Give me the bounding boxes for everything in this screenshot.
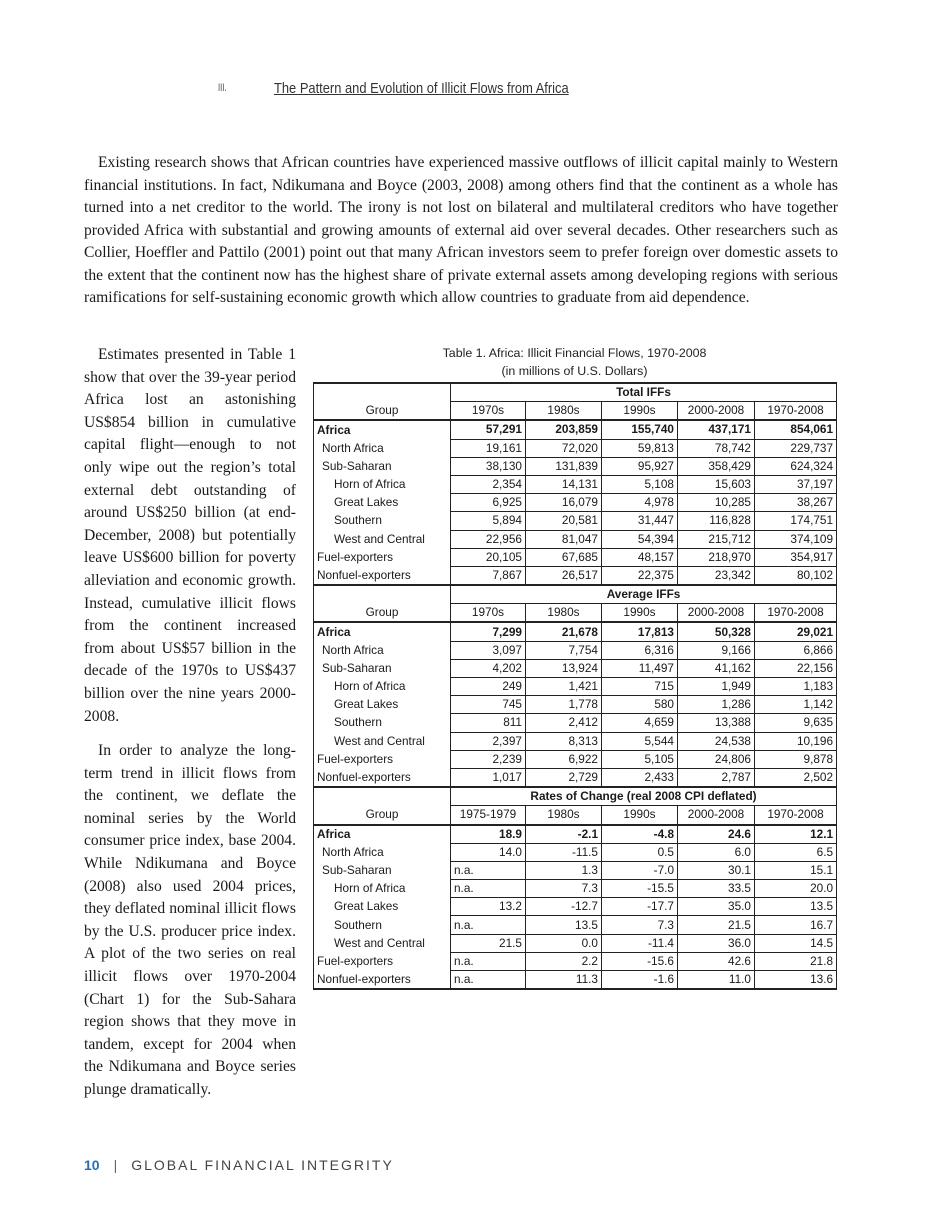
- value-cell: 81,047: [526, 530, 602, 548]
- value-cell: 6,922: [526, 750, 602, 768]
- body-paragraph: In order to analyze the long-term trend in illicit flows from the continent, we deflate the nominal series by the World consumer price index, base 2004. While Ndikumana and Boyce (2008) also used 2004 prices, they deflated nominal illicit flows by the U.S. producer price index. A plot of the two series on real illicit flows over 1970-2004 (Chart 1) for the Sub-Sahara region shows that they move in tandem, except for 2004 when the Ndikumana and Boyce series plunge dramatically.: [84, 742, 296, 1098]
- table-row: [314, 714, 837, 732]
- row-label: Horn of Africa: [314, 678, 451, 696]
- value-cell: 354,917: [755, 548, 837, 566]
- table-row: [314, 768, 837, 787]
- value-cell: 2,412: [526, 714, 602, 732]
- row-label: Great Lakes: [314, 696, 451, 714]
- group-header: Group: [314, 604, 451, 623]
- value-cell: 38,130: [451, 457, 526, 475]
- table-row: [314, 622, 837, 641]
- value-cell: 1,421: [526, 678, 602, 696]
- value-cell: -7.0: [602, 861, 678, 879]
- value-cell: 14,131: [526, 475, 602, 493]
- value-cell: 15,603: [678, 475, 755, 493]
- value-cell: 12.1: [755, 825, 837, 844]
- value-cell: 95,927: [602, 457, 678, 475]
- value-cell: 21,678: [526, 622, 602, 641]
- column-header: 1980s: [526, 402, 602, 421]
- value-cell: 22,156: [755, 659, 837, 677]
- table-row: [314, 475, 837, 493]
- value-cell: 1.3: [526, 861, 602, 879]
- column-header: 1970-2008: [755, 806, 837, 825]
- column-header: 1970s: [451, 402, 526, 421]
- illicit-flows-table: [313, 382, 837, 990]
- value-cell: 9,166: [678, 641, 755, 659]
- table-row: [314, 678, 837, 696]
- row-label: Great Lakes: [314, 494, 451, 512]
- value-cell: 50,328: [678, 622, 755, 641]
- value-cell: 30.1: [678, 861, 755, 879]
- row-label: Nonfuel-exporters: [314, 971, 451, 990]
- row-label: Sub-Saharan: [314, 659, 451, 677]
- intro-paragraph: Existing research shows that African countries have experienced massive outflows of illicit capital mainly to Western financial institutions. In fact, Ndikumana and Boyce (2003, 2008) among others find that the continent as a whole has turned into a net creditor to the world. The irony is not lost on bilateral and multilateral creditors who have together provided Africa with substantial and growing amounts of external aid over several decades. Other researchers such as Collier, Hoeffler and Pattilo (2001) point out that many African investors seem to prefer foreign over domestic assets to the extent that the continent now has the highest share of private external assets among developing regions with serious ramifications for self-sustaining economic growth which allow countries to graduate from aid dependence.: [84, 154, 838, 306]
- table-row: [314, 439, 837, 457]
- column-header: 1975-1979: [451, 806, 526, 825]
- value-cell: 0.5: [602, 843, 678, 861]
- value-cell: 437,171: [678, 420, 755, 439]
- value-cell: 854,061: [755, 420, 837, 439]
- value-cell: 24,806: [678, 750, 755, 768]
- table-row: [314, 530, 837, 548]
- row-label: West and Central: [314, 934, 451, 952]
- value-cell: -2.1: [526, 825, 602, 844]
- column-header: 1990s: [602, 402, 678, 421]
- row-label: Horn of Africa: [314, 475, 451, 493]
- value-cell: 745: [451, 696, 526, 714]
- value-cell: 6.5: [755, 843, 837, 861]
- value-cell: 1,286: [678, 696, 755, 714]
- value-cell: 9,635: [755, 714, 837, 732]
- value-cell: 374,109: [755, 530, 837, 548]
- value-cell: 0.0: [526, 934, 602, 952]
- value-cell: 7,754: [526, 641, 602, 659]
- value-cell: 13.5: [755, 898, 837, 916]
- page-footer: [84, 1157, 394, 1173]
- value-cell: -12.7: [526, 898, 602, 916]
- value-cell: n.a.: [451, 952, 526, 970]
- value-cell: 20,105: [451, 548, 526, 566]
- table-row: [314, 861, 837, 879]
- table-row: [314, 898, 837, 916]
- value-cell: -15.6: [602, 952, 678, 970]
- table-row: [314, 732, 837, 750]
- section-title-row: [314, 585, 837, 604]
- group-cell-blank: [314, 787, 451, 806]
- value-cell: 41,162: [678, 659, 755, 677]
- value-cell: 42.6: [678, 952, 755, 970]
- row-label: Africa: [314, 420, 451, 439]
- column-header: 1980s: [526, 604, 602, 623]
- value-cell: 23,342: [678, 566, 755, 585]
- value-cell: 116,828: [678, 512, 755, 530]
- value-cell: n.a.: [451, 916, 526, 934]
- value-cell: 36.0: [678, 934, 755, 952]
- value-cell: 4,659: [602, 714, 678, 732]
- table-row: [314, 494, 837, 512]
- value-cell: 2,729: [526, 768, 602, 787]
- value-cell: 21.8: [755, 952, 837, 970]
- value-cell: 7.3: [526, 880, 602, 898]
- table-row: [314, 659, 837, 677]
- publisher-name: GLOBAL FINANCIAL INTEGRITY: [131, 1157, 394, 1173]
- column-header: 2000-2008: [678, 402, 755, 421]
- row-label: Horn of Africa: [314, 880, 451, 898]
- row-label: West and Central: [314, 732, 451, 750]
- value-cell: 29,021: [755, 622, 837, 641]
- row-label: Great Lakes: [314, 898, 451, 916]
- column-header-row: [314, 402, 837, 421]
- value-cell: 5,894: [451, 512, 526, 530]
- value-cell: 5,544: [602, 732, 678, 750]
- table-body: [314, 383, 837, 989]
- value-cell: 4,202: [451, 659, 526, 677]
- value-cell: 24,538: [678, 732, 755, 750]
- value-cell: 624,324: [755, 457, 837, 475]
- value-cell: 13.2: [451, 898, 526, 916]
- body-paragraph: Estimates presented in Table 1 show that over the 39-year period Africa lost an astonishing US$854 billion in cumulative capital flight—enough to not only wipe out the region’s total external debt outstanding of around US$250 billion (at end-December, 2008) but potentially leave US$600 billion for poverty alleviation and economic growth. Instead, cumulative illicit flows from the continent increased from about US$57 billion in the decade of the 1970s to US$437 billion over the nine years 2000-2008.: [84, 346, 296, 725]
- value-cell: 249: [451, 678, 526, 696]
- table-row: [314, 825, 837, 844]
- value-cell: 6,316: [602, 641, 678, 659]
- value-cell: 1,183: [755, 678, 837, 696]
- column-header: 1990s: [602, 604, 678, 623]
- value-cell: 24.6: [678, 825, 755, 844]
- value-cell: 7,867: [451, 566, 526, 585]
- value-cell: 6,866: [755, 641, 837, 659]
- row-label: Nonfuel-exporters: [314, 566, 451, 585]
- table-title: Table 1. Africa: Illicit Financial Flows, 1970-2008: [442, 346, 707, 360]
- group-header: Group: [314, 806, 451, 825]
- value-cell: -11.5: [526, 843, 602, 861]
- column-header: 1970s: [451, 604, 526, 623]
- row-label: North Africa: [314, 641, 451, 659]
- table-row: [314, 934, 837, 952]
- value-cell: 26,517: [526, 566, 602, 585]
- value-cell: 48,157: [602, 548, 678, 566]
- value-cell: 11,497: [602, 659, 678, 677]
- row-label: Fuel-exporters: [314, 548, 451, 566]
- table-row: [314, 916, 837, 934]
- value-cell: 7,299: [451, 622, 526, 641]
- value-cell: n.a.: [451, 861, 526, 879]
- value-cell: 20.0: [755, 880, 837, 898]
- value-cell: 13,388: [678, 714, 755, 732]
- value-cell: 358,429: [678, 457, 755, 475]
- row-label: West and Central: [314, 530, 451, 548]
- value-cell: 580: [602, 696, 678, 714]
- value-cell: 1,142: [755, 696, 837, 714]
- value-cell: 38,267: [755, 494, 837, 512]
- row-label: Southern: [314, 714, 451, 732]
- value-cell: 33.5: [678, 880, 755, 898]
- table-row: [314, 457, 837, 475]
- value-cell: -4.8: [602, 825, 678, 844]
- value-cell: 7.3: [602, 916, 678, 934]
- value-cell: 174,751: [755, 512, 837, 530]
- table-row: [314, 971, 837, 990]
- footer-separator: |: [113, 1157, 118, 1173]
- value-cell: 15.1: [755, 861, 837, 879]
- table-row: [314, 566, 837, 585]
- table-subtitle: (in millions of U.S. Dollars): [501, 364, 648, 378]
- value-cell: 218,970: [678, 548, 755, 566]
- table-row: [314, 880, 837, 898]
- value-cell: 22,956: [451, 530, 526, 548]
- row-label: Southern: [314, 916, 451, 934]
- value-cell: 16,079: [526, 494, 602, 512]
- value-cell: 21.5: [451, 934, 526, 952]
- value-cell: 13,924: [526, 659, 602, 677]
- value-cell: 13.6: [755, 971, 837, 990]
- row-label: Africa: [314, 622, 451, 641]
- value-cell: 1,778: [526, 696, 602, 714]
- row-label: North Africa: [314, 843, 451, 861]
- value-cell: 811: [451, 714, 526, 732]
- value-cell: 2.2: [526, 952, 602, 970]
- value-cell: 1,949: [678, 678, 755, 696]
- row-label: Sub-Saharan: [314, 861, 451, 879]
- value-cell: 13.5: [526, 916, 602, 934]
- value-cell: 5,108: [602, 475, 678, 493]
- value-cell: 9,878: [755, 750, 837, 768]
- section-title: Total IFFs: [451, 383, 837, 402]
- group-cell-blank: [314, 585, 451, 604]
- value-cell: 2,397: [451, 732, 526, 750]
- table-row: [314, 548, 837, 566]
- value-cell: 11.0: [678, 971, 755, 990]
- value-cell: n.a.: [451, 971, 526, 990]
- value-cell: 3,097: [451, 641, 526, 659]
- column-header-row: [314, 806, 837, 825]
- value-cell: 21.5: [678, 916, 755, 934]
- row-label: Southern: [314, 512, 451, 530]
- value-cell: 203,859: [526, 420, 602, 439]
- column-header: 1970-2008: [755, 402, 837, 421]
- row-label: Fuel-exporters: [314, 952, 451, 970]
- row-label: Sub-Saharan: [314, 457, 451, 475]
- value-cell: 2,502: [755, 768, 837, 787]
- column-header: 1970-2008: [755, 604, 837, 623]
- value-cell: -1.6: [602, 971, 678, 990]
- section-title-row: [314, 383, 837, 402]
- value-cell: 2,354: [451, 475, 526, 493]
- value-cell: n.a.: [451, 880, 526, 898]
- row-label: Nonfuel-exporters: [314, 768, 451, 787]
- value-cell: 10,196: [755, 732, 837, 750]
- table-row: [314, 696, 837, 714]
- value-cell: 14.0: [451, 843, 526, 861]
- value-cell: 57,291: [451, 420, 526, 439]
- section-title: Average IFFs: [451, 585, 837, 604]
- row-label: Fuel-exporters: [314, 750, 451, 768]
- value-cell: 215,712: [678, 530, 755, 548]
- table-row: [314, 420, 837, 439]
- value-cell: 67,685: [526, 548, 602, 566]
- value-cell: -15.5: [602, 880, 678, 898]
- value-cell: 2,239: [451, 750, 526, 768]
- table-row: [314, 512, 837, 530]
- table-row: [314, 750, 837, 768]
- page-number: 10: [84, 1157, 100, 1173]
- value-cell: 8,313: [526, 732, 602, 750]
- value-cell: 10,285: [678, 494, 755, 512]
- value-cell: 59,813: [602, 439, 678, 457]
- value-cell: -17.7: [602, 898, 678, 916]
- value-cell: 18.9: [451, 825, 526, 844]
- value-cell: 14.5: [755, 934, 837, 952]
- value-cell: 6,925: [451, 494, 526, 512]
- value-cell: 19,161: [451, 439, 526, 457]
- group-header: Group: [314, 402, 451, 421]
- value-cell: 229,737: [755, 439, 837, 457]
- value-cell: 31,447: [602, 512, 678, 530]
- row-label: North Africa: [314, 439, 451, 457]
- value-cell: 715: [602, 678, 678, 696]
- row-label: Africa: [314, 825, 451, 844]
- group-cell-blank: [314, 383, 451, 402]
- value-cell: 6.0: [678, 843, 755, 861]
- value-cell: 5,105: [602, 750, 678, 768]
- value-cell: 22,375: [602, 566, 678, 585]
- value-cell: 16.7: [755, 916, 837, 934]
- value-cell: 11.3: [526, 971, 602, 990]
- section-number: III.: [218, 82, 227, 94]
- section-title: The Pattern and Evolution of Illicit Flows from Africa: [274, 80, 569, 97]
- table-row: [314, 952, 837, 970]
- value-cell: 2,433: [602, 768, 678, 787]
- column-header: 2000-2008: [678, 806, 755, 825]
- value-cell: 20,581: [526, 512, 602, 530]
- table-row: [314, 641, 837, 659]
- column-header: 2000-2008: [678, 604, 755, 623]
- value-cell: 17,813: [602, 622, 678, 641]
- value-cell: 54,394: [602, 530, 678, 548]
- column-header: 1990s: [602, 806, 678, 825]
- column-header-row: [314, 604, 837, 623]
- table-row: [314, 843, 837, 861]
- value-cell: 35.0: [678, 898, 755, 916]
- value-cell: 72,020: [526, 439, 602, 457]
- column-header: 1980s: [526, 806, 602, 825]
- value-cell: 2,787: [678, 768, 755, 787]
- value-cell: 155,740: [602, 420, 678, 439]
- value-cell: 131,839: [526, 457, 602, 475]
- value-cell: 1,017: [451, 768, 526, 787]
- value-cell: 78,742: [678, 439, 755, 457]
- section-title-row: [314, 787, 837, 806]
- value-cell: 80,102: [755, 566, 837, 585]
- left-column-text: [84, 344, 296, 1114]
- section-title: Rates of Change (real 2008 CPI deflated): [451, 787, 837, 806]
- value-cell: 4,978: [602, 494, 678, 512]
- value-cell: -11.4: [602, 934, 678, 952]
- value-cell: 37,197: [755, 475, 837, 493]
